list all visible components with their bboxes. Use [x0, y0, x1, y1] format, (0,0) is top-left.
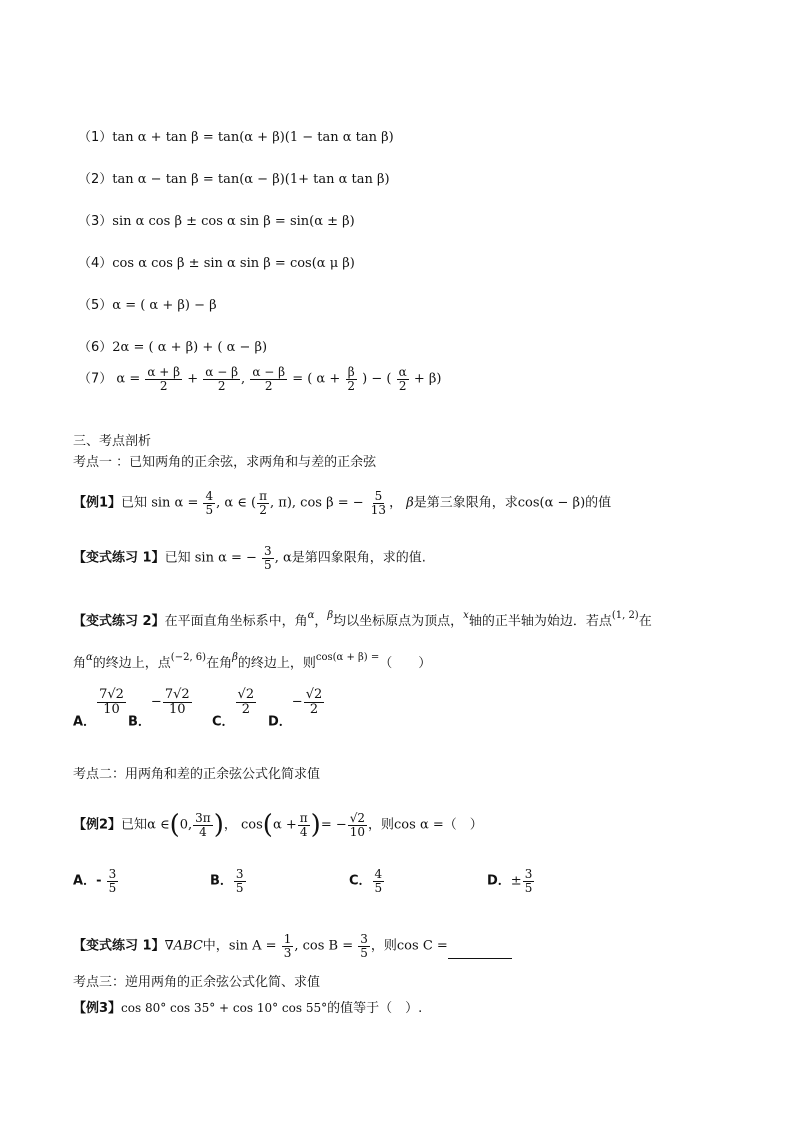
fraction: $\frac{7√2}{10}$ [164, 687, 190, 717]
math: β [406, 495, 414, 511]
formula-5 [78, 294, 217, 313]
formula-text: 2α = ( α + β) + ( α − β) [112, 340, 268, 355]
text: 在 [638, 614, 652, 629]
ex2-option-c[interactable] [349, 868, 385, 894]
kp3-title: 考点三：逆用两角的正余弦公式化简、求值 [73, 975, 321, 990]
text: 在平面直角坐标系中，角 [164, 614, 308, 629]
var2-option-d[interactable] [268, 688, 325, 730]
variation-label: 【变式练习 1】 [73, 938, 165, 954]
formula-number: （5） [78, 298, 113, 313]
text: ， [314, 614, 328, 629]
math: 0, [179, 817, 193, 833]
text: 在角 [206, 656, 233, 671]
text: ， [223, 817, 237, 833]
math: cos 80° cos 35° + cos 10° cos 55° [121, 1001, 328, 1015]
fraction: $\frac{3}{5}$ [360, 932, 368, 960]
fraction: $\frac{1}{3}$ [283, 932, 292, 960]
formula-2 [78, 168, 390, 187]
formula-6 [78, 336, 267, 355]
text: 轴的正半轴为始边．若点 [468, 614, 612, 629]
formula-part: ) − ( [362, 371, 392, 387]
example-label: 【例3】 [73, 1001, 122, 1016]
math: β [327, 610, 334, 621]
text: 的终边上，则 [237, 656, 316, 671]
formula-text: α = ( α + β) − β [112, 298, 217, 313]
text: 的终边上，点 [92, 656, 171, 671]
fraction: $\frac{\pi}{4}$ [299, 811, 308, 839]
example-3 [73, 997, 422, 1016]
var2-option-a[interactable] [73, 688, 127, 730]
variation-1 [73, 545, 426, 571]
option-letter: A． [73, 873, 97, 889]
text: 是第三象限角，求 [413, 495, 518, 511]
text: ，则 [368, 817, 395, 833]
sign: - [96, 873, 102, 889]
paren: ) [310, 810, 321, 841]
math: , π), cos β = − [270, 495, 364, 511]
formula-3 [78, 210, 355, 229]
paren: ( [169, 810, 180, 841]
paren: ) [213, 810, 224, 841]
ex2-option-a[interactable] [73, 868, 119, 894]
fraction: $\frac{\beta}{2}$ [347, 365, 356, 393]
math: ∇ABC [164, 938, 203, 954]
math: α ∈ [147, 817, 170, 833]
formula-part: + β) [413, 371, 442, 387]
fraction: $\frac{\alpha}{2}$ [398, 365, 407, 393]
example-label: 【例2】 [73, 817, 122, 833]
text: 是第四象限角，求的值. [291, 550, 426, 566]
math: cos C = [396, 938, 448, 954]
option-letter: A． [73, 714, 97, 730]
example-label: 【例1】 [73, 495, 122, 511]
formula-text: sin α cos β ± cos α sin β = sin(α ± β) [112, 214, 355, 229]
formula-number: （4） [78, 256, 113, 271]
variation-3 [73, 933, 512, 959]
math: α [307, 610, 315, 621]
math: α [86, 652, 93, 663]
math: = − [320, 817, 347, 833]
math: (−2, 6) [170, 652, 207, 663]
formula-lhs: α = [116, 371, 141, 387]
text: （ ） [379, 656, 432, 671]
math: sin α = − [194, 550, 257, 566]
text: ， [389, 495, 403, 511]
math: cos(α + β) = [315, 652, 380, 663]
ex2-option-b[interactable] [210, 868, 247, 894]
formula-number: （1） [78, 130, 113, 145]
fraction: $\frac{\pi}{2}$ [259, 489, 268, 517]
fraction: $\frac{√2}{2}$ [305, 687, 323, 717]
variation-2-line1 [73, 610, 652, 629]
text: 的值 [585, 495, 612, 511]
fraction: $\frac{4}{5}$ [205, 489, 214, 517]
option-letter: D． [268, 714, 292, 730]
math: (1, 2) [611, 610, 639, 621]
formula-7 [78, 366, 441, 392]
formula-text: cos α cos β ± sin α sin β = cos(α μ β) [112, 256, 355, 271]
kp2-title: 考点二：用两角和差的正余弦公式化简求值 [73, 767, 321, 782]
text: （ ） [443, 817, 483, 833]
fraction: $\frac{\alpha + \beta}{2}$ [147, 365, 181, 393]
variation-label: 【变式练习 2】 [73, 614, 165, 629]
text: ，则 [370, 938, 397, 954]
variation-label: 【变式练习 1】 [73, 550, 165, 566]
sign: − [150, 694, 162, 710]
example-2 [73, 810, 483, 841]
option-letter: D． [487, 873, 511, 889]
fraction: $\frac{\alpha - \beta}{2}$ [205, 365, 239, 393]
math: sin α = [151, 495, 199, 511]
text: 已知 [121, 817, 148, 833]
math: α + [272, 817, 297, 833]
fraction: $\frac{√2}{2}$ [237, 687, 255, 717]
text: 已知 [164, 550, 191, 566]
math: x [463, 610, 469, 621]
fraction: $\frac{3}{5}$ [264, 544, 272, 572]
fraction: $\frac{3}{5}$ [235, 867, 244, 895]
formula-number: （3） [78, 214, 113, 229]
math: , cos B = [294, 938, 354, 954]
paren: ( [262, 810, 273, 841]
math: sin A = [228, 938, 277, 954]
formula-text: tan α − tan β = tan(α − β)(1+ tan α tan β) [112, 172, 390, 187]
text: 角 [73, 656, 87, 671]
comma: , [241, 371, 246, 387]
math: , α ∈ ( [216, 495, 257, 511]
option-letter: C． [212, 714, 235, 730]
fraction: $\frac{5}{13}$ [370, 489, 387, 517]
fraction: $\frac{\alpha - \beta}{2}$ [252, 365, 286, 393]
option-letter: B． [210, 873, 233, 889]
section-title: 三、考点剖析 [73, 434, 152, 449]
text: 已知 [121, 495, 148, 511]
math: cos(α − β) [517, 495, 586, 511]
math: , α [274, 550, 292, 566]
var2-option-c[interactable] [212, 688, 257, 730]
math: β [232, 652, 238, 663]
sign: − [291, 694, 303, 710]
formula-part: = ( α + [292, 371, 341, 387]
formula-number: （7） [78, 371, 113, 387]
formula-number: （6） [78, 340, 113, 355]
option-letter: C． [349, 873, 372, 889]
fraction: $\frac{4}{5}$ [374, 867, 383, 895]
answer-blank[interactable] [448, 946, 512, 959]
formula-1 [78, 126, 394, 145]
fraction: $\frac{7√2}{10}$ [99, 687, 124, 717]
formula-number: （2） [78, 172, 113, 187]
formula-4 [78, 252, 355, 271]
ex2-option-d[interactable] [487, 868, 535, 894]
plus-sign: + [187, 371, 199, 387]
fraction: $\frac{3}{5}$ [108, 867, 117, 895]
fraction: $\frac{√2}{10}$ [349, 811, 366, 839]
text: 中， [202, 938, 229, 954]
option-letter: B． [128, 714, 151, 730]
var2-option-b[interactable] [128, 688, 193, 730]
text: 的值等于（ ）. [327, 1001, 423, 1016]
example-1 [73, 490, 611, 516]
math: cos α = [394, 817, 444, 833]
variation-2-line2 [73, 652, 431, 671]
sign: ± [510, 873, 522, 889]
kp1-title: 考点一 ：已知两角的正余弦，求两角和与差的正余弦 [73, 455, 377, 470]
formula-text: tan α + tan β = tan(α + β)(1 − tan α tan β) [112, 130, 394, 145]
text: 均以坐标原点为顶点， [333, 614, 464, 629]
fraction: $\frac{3}{5}$ [524, 867, 533, 895]
math: cos [241, 817, 263, 833]
fraction: $\frac{3\pi}{4}$ [195, 811, 211, 839]
